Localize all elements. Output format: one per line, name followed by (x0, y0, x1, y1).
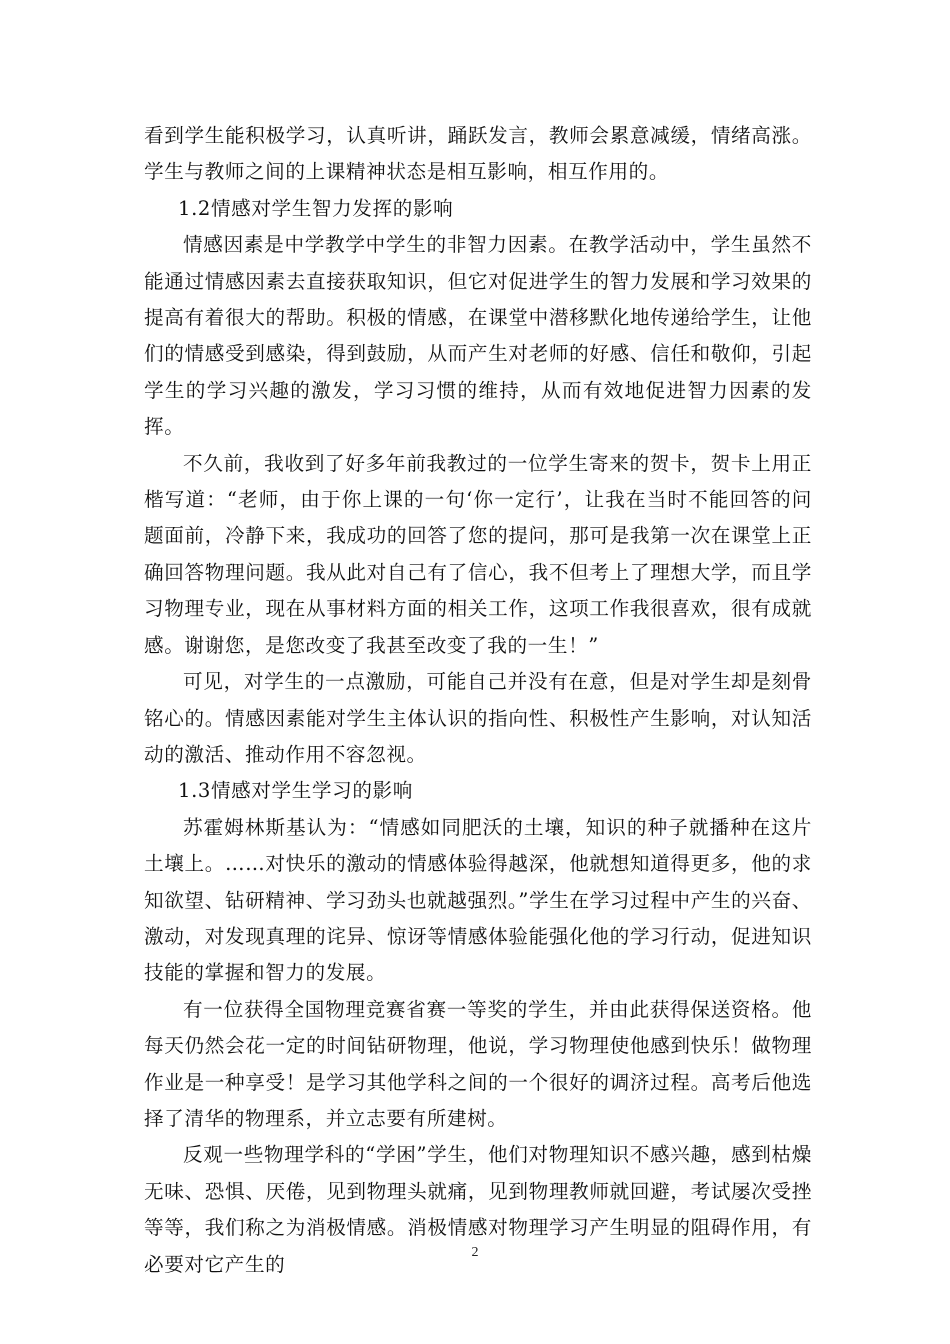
paragraph-7: 反观一些物理学科的“学困”学生，他们对物理知识不感兴趣，感到枯燥无味、恐惧、厌倦，见到物理头就痛，见到物理教师就回避，考试屡次受挫等等，我们称之为消极情感。消极情感对物理学习产生明显的阻碍作用，有必要对它产生的 (144, 1143, 812, 1276)
paragraph-2: 情感因素是中学教学中学生的非智力因素。在教学活动中，学生虽然不能通过情感因素去直接获取知识，但它对促进学生的智力发展和学习效果的提高有着很大的帮助。积极的情感，在课堂中潜移默化地传递给学生，让他们的情感受到感染，得到鼓励，从而产生对老师的好感、信任和敬仰，引起学生的学习兴趣的激发，学习习惯的维持，从而有效地促进智力因素的发挥。 (144, 233, 812, 439)
paragraph-4: 可见，对学生的一点激励，可能自己并没有在意，但是对学生却是刻骨铭心的。情感因素能对学生主体认识的指向性、积极性产生影响，对认知活动的激活、推动作用不容忽视。 (144, 670, 812, 766)
page-number: 2 (471, 1245, 479, 1260)
section-heading-1-2: 1.2情感对学生智力发挥的影响 (178, 196, 454, 220)
paragraph-5: 苏霍姆林斯基认为：“情感如同肥沃的土壤，知识的种子就播种在这片土壤上。……对快乐的激动的情感体验得越深，他就想知道得更多，他的求知欲望、钻研精神、学习劲头也就越强烈。”学生在学习过程中产生的兴奋、激动，对发现真理的诧异、惊讶等情感体验能强化他的学习行动，促进知识技能的掌握和智力的发展。 (144, 815, 812, 985)
paragraph-1: 看到学生能积极学习，认真听讲，踊跃发言，教师会累意减缓，情绪高涨。学生与教师之间的上课精神状态是相互影响，相互作用的。 (144, 124, 812, 184)
document-body (144, 118, 812, 1283)
paragraph-3: 不久前，我收到了好多年前我教过的一位学生寄来的贺卡，贺卡上用正楷写道：“老师，由于你上课的一句‘你一定行’，让我在当时不能回答的问题面前，冷静下来，我成功的回答了您的提问，那可是我第一次在课堂上正确回答物理问题。我从此对自己有了信心，我不但考上了理想大学，而且学习物理专业，现在从事材料方面的相关工作，这项工作我很喜欢，很有成就感。谢谢您，是您改变了我甚至改变了我的一生！” (144, 451, 812, 657)
section-heading-1-3: 1.3情感对学生学习的影响 (178, 779, 413, 803)
paragraph-6: 有一位获得全国物理竞赛省赛一等奖的学生，并由此获得保送资格。他每天仍然会花一定的时间钻研物理，他说，学习物理使他感到快乐！做物理作业是一种享受！是学习其他学科之间的一个很好的调济过程。高考后他选择了清华的物理系，并立志要有所建树。 (144, 997, 812, 1130)
